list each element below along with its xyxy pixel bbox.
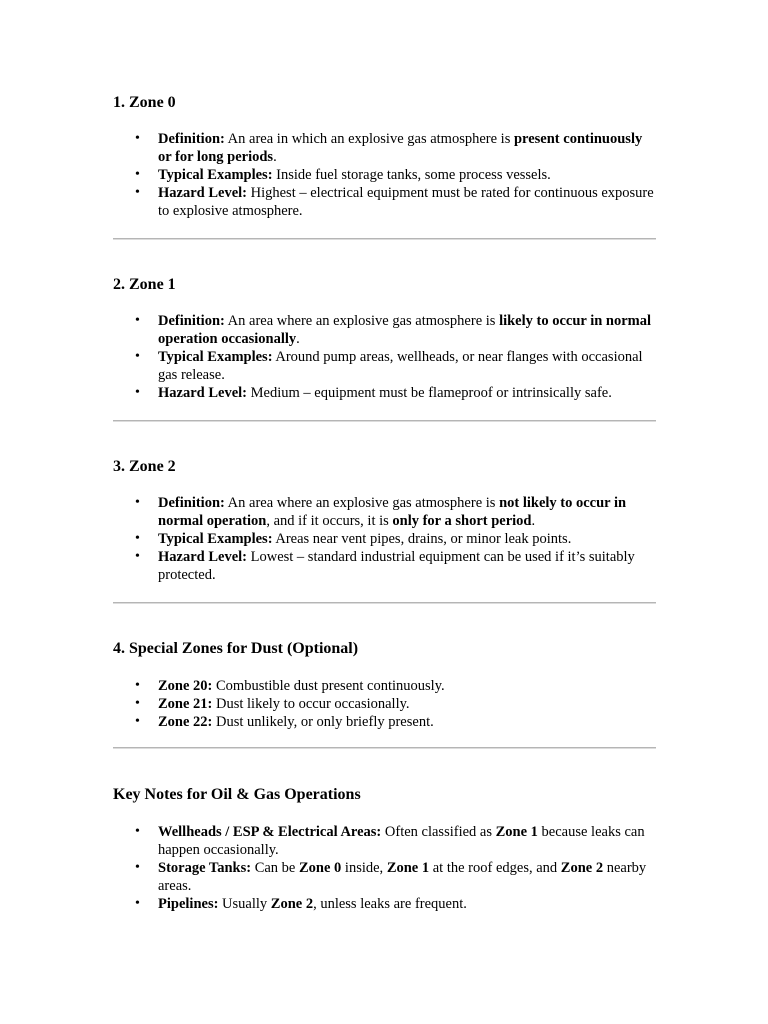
bold-text: Wellheads / ESP & Electrical Areas: [158,824,382,840]
bullet-icon: • [135,860,140,875]
list-item [135,895,656,913]
bold-text: Typical Examples: [158,167,273,183]
list-item [135,548,656,584]
horizontal-divider [113,238,656,240]
text-run: inside, [341,860,387,876]
text-run: Lowest – standard industrial equipment can be used if it’s suitably protected. [158,549,635,583]
bold-text: Typical Examples: [158,349,273,365]
text-run: , and if it occurs, it is [266,513,393,529]
text-run: at the roof edges, and [429,860,561,876]
text-run: Around pump areas, wellheads, or near flanges with occasional gas release. [158,349,643,383]
bullet-icon: • [135,531,140,546]
section-heading: 4. Special Zones for Dust (Optional) [113,640,359,657]
bold-text: Zone 2 [560,860,604,876]
list-item [135,312,656,348]
text-run: Areas near vent pipes, drains, or minor leak points. [272,531,572,547]
bullet-list [113,130,656,220]
bold-text: Zone 1 [386,860,430,876]
bold-text: present continuously or for long periods [158,131,643,165]
list-item [135,166,656,184]
list-item [135,384,656,402]
text-run: Combustible dust present continuously. [212,678,445,694]
list-item [135,695,656,713]
bullet-icon: • [135,696,140,711]
bullet-list [113,823,656,913]
bullet-icon: • [135,313,140,328]
bold-text: Typical Examples: [158,531,273,547]
list-item [135,530,656,548]
bullet-icon: • [135,896,140,911]
bold-text: not likely to occur in normal operation [158,495,627,529]
bullet-icon: • [135,549,140,564]
bold-text: Zone 21: [158,696,213,712]
text-run: , unless leaks are frequent. [313,896,467,912]
bold-text: Pipelines: [158,896,219,912]
text-run: because leaks can happen occasionally. [158,824,645,858]
bold-text: Zone 0 [299,860,342,876]
bullet-icon: • [135,495,140,510]
bullet-list [113,494,656,584]
bullet-icon: • [135,678,140,693]
bullet-icon: • [135,167,140,182]
section-key-notes [113,785,656,913]
bold-text: Zone 20: [158,678,213,694]
bullet-icon: • [135,131,140,146]
section-zone-2 [113,457,656,584]
text-run: An area where an explosive gas atmosphere is [224,495,500,511]
section-zone-1 [113,275,656,402]
list-item [135,348,656,384]
list-item [135,823,656,859]
text-run: Inside fuel storage tanks, some process vessels. [272,167,551,183]
bold-text: Storage Tanks: [158,860,252,876]
bold-text: Hazard Level: [158,549,247,565]
text-run: Usually [218,896,271,912]
list-item [135,130,656,166]
bold-text: Zone 22: [158,714,213,730]
bold-text: Zone 2 [270,896,314,912]
text-run: Can be [251,860,299,876]
text-run: nearby areas. [158,860,647,894]
text-run: . [273,149,277,165]
bullet-icon: • [135,824,140,839]
section-heading: 3. Zone 2 [113,458,176,475]
bullet-list [113,312,656,402]
section-zone-0 [113,93,656,220]
bold-text: Hazard Level: [158,185,247,201]
bullet-icon: • [135,385,140,400]
bold-text: Hazard Level: [158,385,247,401]
section-heading: Key Notes for Oil & Gas Operations [113,786,361,803]
bold-text: Definition: [158,495,225,511]
bold-text: Definition: [158,313,225,329]
list-item [135,859,656,895]
text-run: Medium – equipment must be flameproof or intrinsically safe. [247,385,612,401]
list-item [135,713,656,731]
bullet-icon: • [135,185,140,200]
bold-text: only for a short period [392,513,532,529]
bullet-list [113,677,656,731]
text-run: Dust unlikely, or only briefly present. [212,714,434,730]
bullet-icon: • [135,714,140,729]
list-item [135,494,656,530]
text-run: An area where an explosive gas atmosphere is [224,313,500,329]
horizontal-divider [113,602,656,604]
list-item [135,184,656,220]
section-heading: 1. Zone 0 [113,94,176,111]
bold-text: likely to occur in normal operation occasionally [158,313,652,347]
text-run: Often classified as [381,824,496,840]
bold-text: Definition: [158,131,225,147]
list-item [135,677,656,695]
section-dust-zones [113,639,656,731]
text-run: . [531,513,536,529]
text-run: An area in which an explosive gas atmosphere is [224,131,514,147]
text-run: Highest – electrical equipment must be rated for continuous exposure to explosive atmosphere. [158,185,654,219]
text-run: Dust likely to occur occasionally. [212,696,410,712]
section-heading: 2. Zone 1 [113,276,176,293]
horizontal-divider [113,420,656,422]
text-run: . [296,331,300,347]
bullet-icon: • [135,349,140,364]
bold-text: Zone 1 [495,824,538,840]
horizontal-divider [113,747,656,749]
